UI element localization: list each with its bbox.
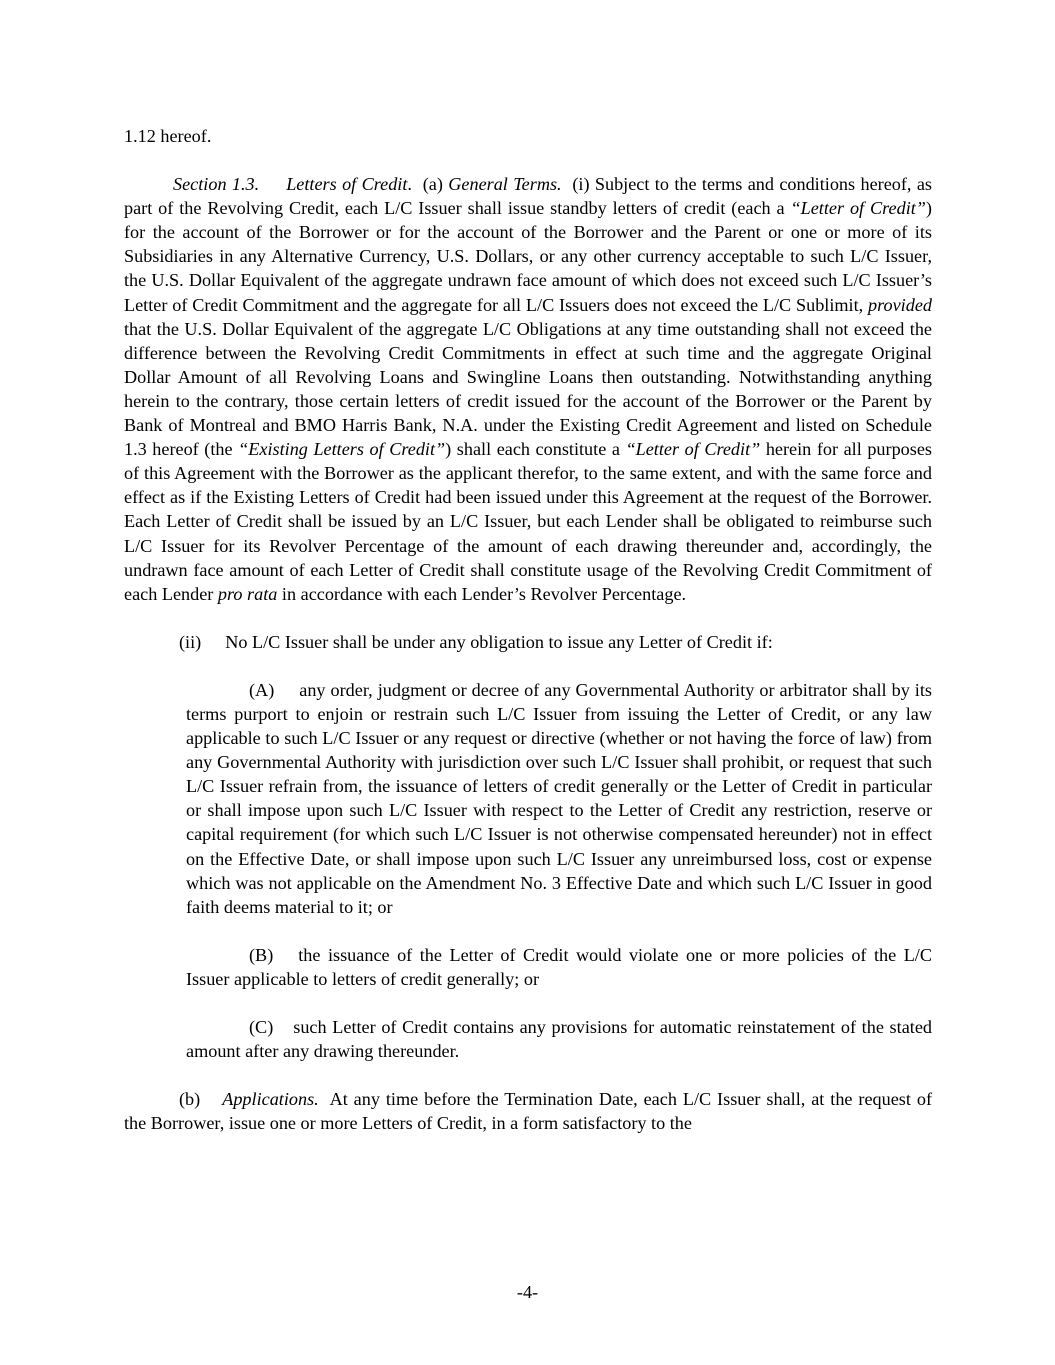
clause-A-text: any order, judgment or decree of any Governmental Authority or arbitrator shall by its terms purport to enjoin or restrain such L/C Issuer from issuing the Letter of Credit, or any law applicable to such L/C Issuer or any request or directive (whether or not having the force of law) from any Governmental Authority with jurisdiction over such L/C Issuer shall prohibit, or request that such L/C Issuer refrain from, the issuance of letters of credit generally or the Letter of Credit in particular or shall impose upon such L/C Issuer with respect to the Letter of Credit any restriction, reserve or capital requirement (for which such L/C Issuer is not otherwise compensated hereunder) not in effect on the Effective Date, or shall impose upon such L/C Issuer any unreimbursed loss, cost or expense which was not applicable on the Amendment No. 3 Effective Date and which such L/C Issuer in good faith deems material to it; or xyxy=(186,679,932,917)
clause-B xyxy=(124,943,932,991)
paragraph-b-text: At any time before the Termination Date, each L/C Issuer shall, at the request of the Borrower, issue one or more Letters of Credit, in a form satisfactory to the xyxy=(124,1089,932,1134)
clause-C xyxy=(124,1015,932,1063)
provided-term: provided xyxy=(868,294,932,315)
paragraph-b xyxy=(124,1087,932,1135)
paragraph-ii-text: No L/C Issuer shall be under any obligation to issue any Letter of Credit if: xyxy=(225,631,773,652)
paragraph-ii-marker: (ii) xyxy=(179,631,202,652)
clause-A-marker: (A) xyxy=(249,679,275,700)
pro-rata-term: pro rata xyxy=(217,583,278,604)
defined-term-existing-letters: “Existing Letters of Credit” xyxy=(238,439,446,460)
paragraph-b-title: Applications. xyxy=(222,1089,319,1110)
clause-C-marker: (C) xyxy=(249,1017,274,1037)
clause-B-marker: (B) xyxy=(249,944,274,965)
page-number: -4- xyxy=(516,1282,539,1302)
continuation-line: 1.12 hereof. xyxy=(124,126,212,146)
document-page xyxy=(124,124,932,1135)
paragraph-ii xyxy=(124,630,932,654)
section-1-3-paragraph: Section 1.3. Letters of Credit. (a) General Terms. (i) Subject to the terms and conditions hereof, as part of the Revolving Credit, each L/C Issuer shall issue standby letters of credit (each a “Letter of Credit”) for the account of the Borrower or for the account of the Borrower and the Parent or one or more of its Subsidiaries in any Alternative Currency, U.S. Dollars, or any other currency acceptable to such L/C Issuer, the U.S. Dollar Equivalent of the aggregate undrawn face amount of which does not exceed such L/C Issuer’s Letter of Credit Commitment and the aggregate for all L/C Issuers does not exceed the L/C Sublimit, provided that the U.S. Dollar Equivalent of the aggregate L/C Obligations at any time outstanding shall not exceed the difference between the Revolving Credit Commitments in effect at such time and the aggregate Original Dollar Amount of all Revolving Loans and Swingline Loans then outstanding. Notwithstanding anything herein to the contrary, those certain letters of credit issued for the account of the Borrower or the Parent by Bank of Montreal and BMO Harris Bank, N.A. under the Existing Credit Agreement and listed on Schedule 1.3 hereof (the “Existing Letters of Credit”) shall each constitute a “Letter of Credit” herein for all purposes of this Agreement with the Borrower as the applicant therefor, to the same extent, and with the same force and effect as if the Existing Letters of Credit had been issued under this Agreement at the request of the Borrower. Each Letter of Credit shall be issued by an L/C Issuer, but each Lender shall be obligated to reimburse such L/C Issuer for its Revolver Percentage of the amount of each drawing thereunder and, accordingly, the undrawn face amount of each Letter of Credit shall constitute usage of the Revolving Credit Commitment of each Lender pro rata in accordance with each Lender’s Revolver Percentage. xyxy=(124,174,932,604)
clause-B-text: the issuance of the Letter of Credit would violate one or more policies of the L/C Issuer applicable to letters of credit generally; or xyxy=(186,944,932,989)
subsection-a-title: General Terms. xyxy=(448,174,562,195)
section-title: Letters of Credit xyxy=(286,174,408,195)
section-heading: Section 1.3. xyxy=(173,174,260,195)
paragraph-b-marker: (b) xyxy=(179,1089,201,1110)
defined-term-letter-of-credit: “Letter of Credit” xyxy=(790,198,926,219)
clause-C-text: such Letter of Credit contains any provisions for automatic reinstatement of the stated amount after any drawing thereunder. xyxy=(186,1017,932,1062)
defined-term-letter-of-credit-2: “Letter of Credit” xyxy=(625,439,761,460)
subsection-a-marker: (a) xyxy=(422,174,443,195)
clause-A xyxy=(124,678,932,919)
